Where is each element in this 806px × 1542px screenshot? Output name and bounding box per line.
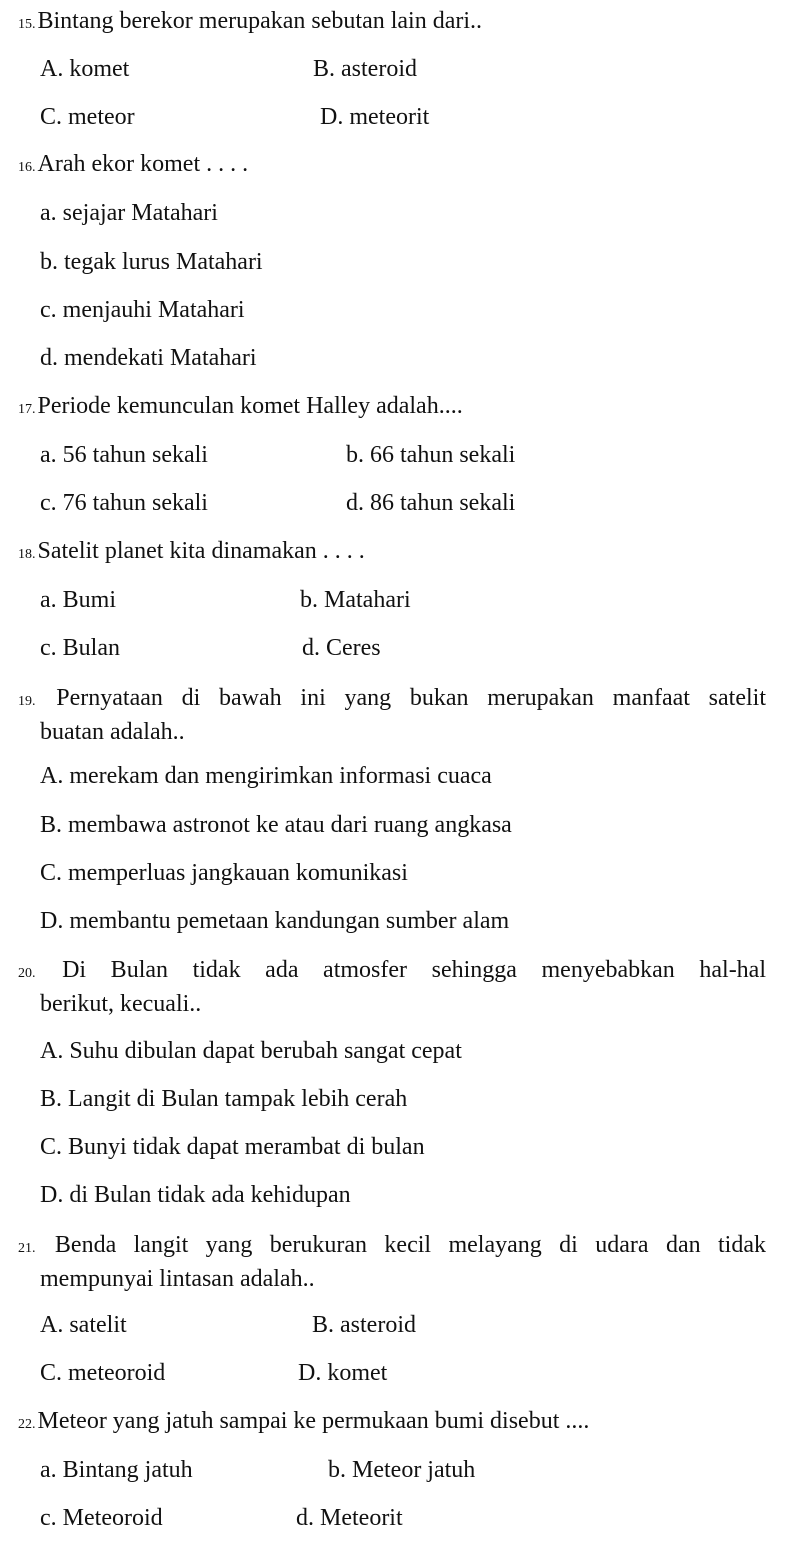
question-21	[18, 1228, 766, 1266]
option-b: b. 66 tahun sekali	[346, 442, 516, 468]
option-b: B. asteroid	[313, 56, 417, 82]
question-20	[18, 953, 766, 991]
option-a: a. Bumi	[40, 587, 116, 613]
question-17	[18, 389, 766, 427]
question-text-line-1: Pernyataan di bawah ini yang bukan merupakan manfaat satelit	[56, 685, 767, 711]
option-c: c. 76 tahun sekali	[40, 490, 208, 516]
question-number: 21.	[18, 1241, 36, 1256]
question-number: 15.	[18, 17, 36, 32]
option-c: C. memperluas jangkauan komunikasi	[40, 860, 408, 886]
option-c: c. menjauhi Matahari	[40, 297, 245, 323]
option-d: d. Ceres	[302, 635, 381, 661]
question-text-line-1: Di Bulan tidak ada atmosfer sehingga menyebabkan hal-hal	[62, 957, 767, 983]
question-22	[18, 1404, 766, 1442]
question-15	[18, 4, 766, 42]
question-number: 22.	[18, 1417, 36, 1432]
question-text: Bintang berekor merupakan sebutan lain dari..	[37, 8, 483, 34]
option-b: b. Meteor jatuh	[328, 1457, 476, 1483]
option-b: b. Matahari	[300, 587, 411, 613]
question-text-line-2: berikut, kecuali..	[40, 991, 202, 1017]
question-number: 16.	[18, 160, 36, 175]
option-b: b. tegak lurus Matahari	[40, 249, 263, 275]
question-text: Satelit planet kita dinamakan . . . .	[37, 538, 365, 564]
option-c: C. Bunyi tidak dapat merambat di bulan	[40, 1134, 425, 1160]
question-16	[18, 147, 766, 185]
question-number: 20.	[18, 966, 36, 981]
option-a: A. komet	[40, 56, 130, 82]
option-a: a. Bintang jatuh	[40, 1457, 193, 1483]
option-d: D. di Bulan tidak ada kehidupan	[40, 1182, 351, 1208]
option-a: A. Suhu dibulan dapat berubah sangat cepat	[40, 1038, 462, 1064]
option-d: D. membantu pemetaan kandungan sumber alam	[40, 908, 510, 934]
option-d: d. mendekati Matahari	[40, 345, 257, 371]
option-c: c. Bulan	[40, 635, 120, 661]
question-text: Periode kemunculan komet Halley adalah....	[37, 393, 463, 419]
option-c: C. meteoroid	[40, 1360, 166, 1386]
option-d: d. Meteorit	[296, 1505, 403, 1531]
option-a: A. merekam dan mengirimkan informasi cuaca	[40, 763, 492, 789]
option-d: d. 86 tahun sekali	[346, 490, 516, 516]
option-b: B. Langit di Bulan tampak lebih cerah	[40, 1086, 408, 1112]
question-19	[18, 681, 766, 719]
question-number: 17.	[18, 402, 36, 417]
option-d: D. komet	[298, 1360, 388, 1386]
option-b: B. membawa astronot ke atau dari ruang angkasa	[40, 812, 512, 838]
option-a: a. 56 tahun sekali	[40, 442, 208, 468]
option-c: c. Meteoroid	[40, 1505, 163, 1531]
question-text-line-1: Benda langit yang berukuran kecil melayang di udara dan tidak	[54, 1232, 766, 1258]
option-a: a. sejajar Matahari	[40, 200, 218, 226]
option-c: C. meteor	[40, 104, 135, 130]
option-b: B. asteroid	[312, 1312, 416, 1338]
question-text: Meteor yang jatuh sampai ke permukaan bumi disebut ....	[37, 1408, 590, 1434]
question-text: Arah ekor komet . . . .	[37, 151, 249, 177]
question-text-line-2: buatan adalah..	[40, 719, 185, 745]
question-text-line-2: mempunyai lintasan adalah..	[40, 1266, 315, 1292]
option-a: A. satelit	[40, 1312, 127, 1338]
question-number: 18.	[18, 547, 36, 562]
question-number: 19.	[18, 694, 36, 709]
option-d: D. meteorit	[320, 104, 430, 130]
question-18	[18, 534, 766, 572]
